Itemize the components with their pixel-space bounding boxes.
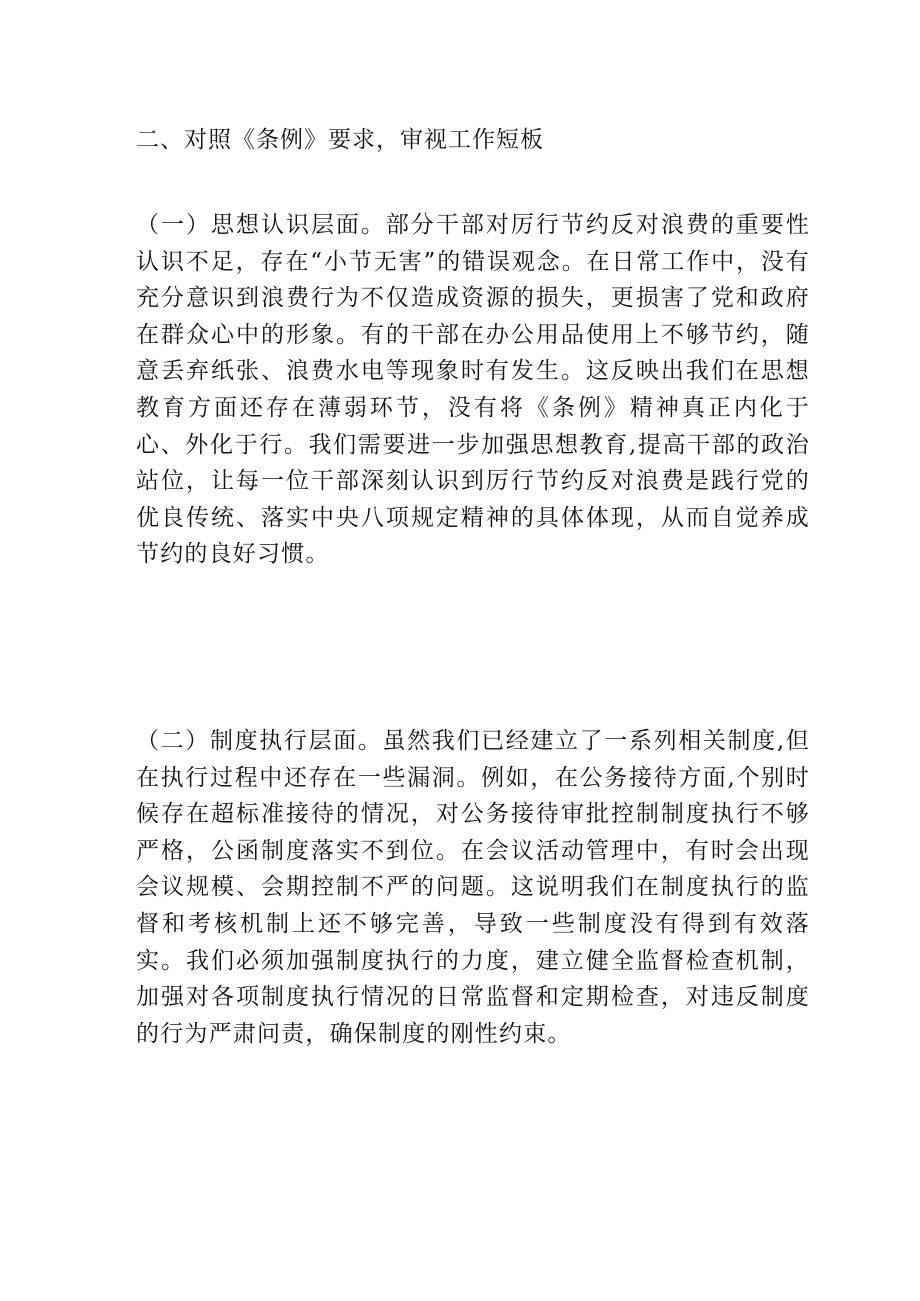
paragraph-system-execution: （二）制度执行层面。虽然我们已经建立了一系列相关制度,但在执行过程中还存在一些漏洞。例如，在公务接待方面,个别时候存在超标准接待的情况，对公务接待审批控制制度执行不够严格，公函制度落实不到位。在会议活动管理中，有时会出现会议规模、会期控制不严的问题。这说明我们在制度执行的监督和考核机制上还不够完善，导致一些制度没有得到有效落实。我们必须加强制度执行的力度，建立健全监督检查机制，加强对各项制度执行情况的日常监督和定期检查，对违反制度的行为严肃问责，确保制度的刚性约束。	[136, 728, 810, 1047]
section-heading: 二、对照《条例》要求，审视工作短板	[136, 127, 544, 153]
paragraph-ideological-awareness: （一）思想认识层面。部分干部对厉行节约反对浪费的重要性认识不足，存在“小节无害”的错误观念。在日常工作中，没有充分意识到浪费行为不仅造成资源的损失，更损害了党和政府在群众心中的形象。有的干部在办公用品使用上不够节约，随意丢弃纸张、浪费水电等现象时有发生。这反映出我们在思想教育方面还存在薄弱环节，没有将《条例》精神真正内化于心、外化于行。我们需要进一步加强思想教育,提高干部的政治站位，让每一位干部深刻认识到厉行节约反对浪费是践行党的优良传统、落实中央八项规定精神的具体体现，从而自觉养成节约的良好习惯。	[136, 212, 810, 568]
